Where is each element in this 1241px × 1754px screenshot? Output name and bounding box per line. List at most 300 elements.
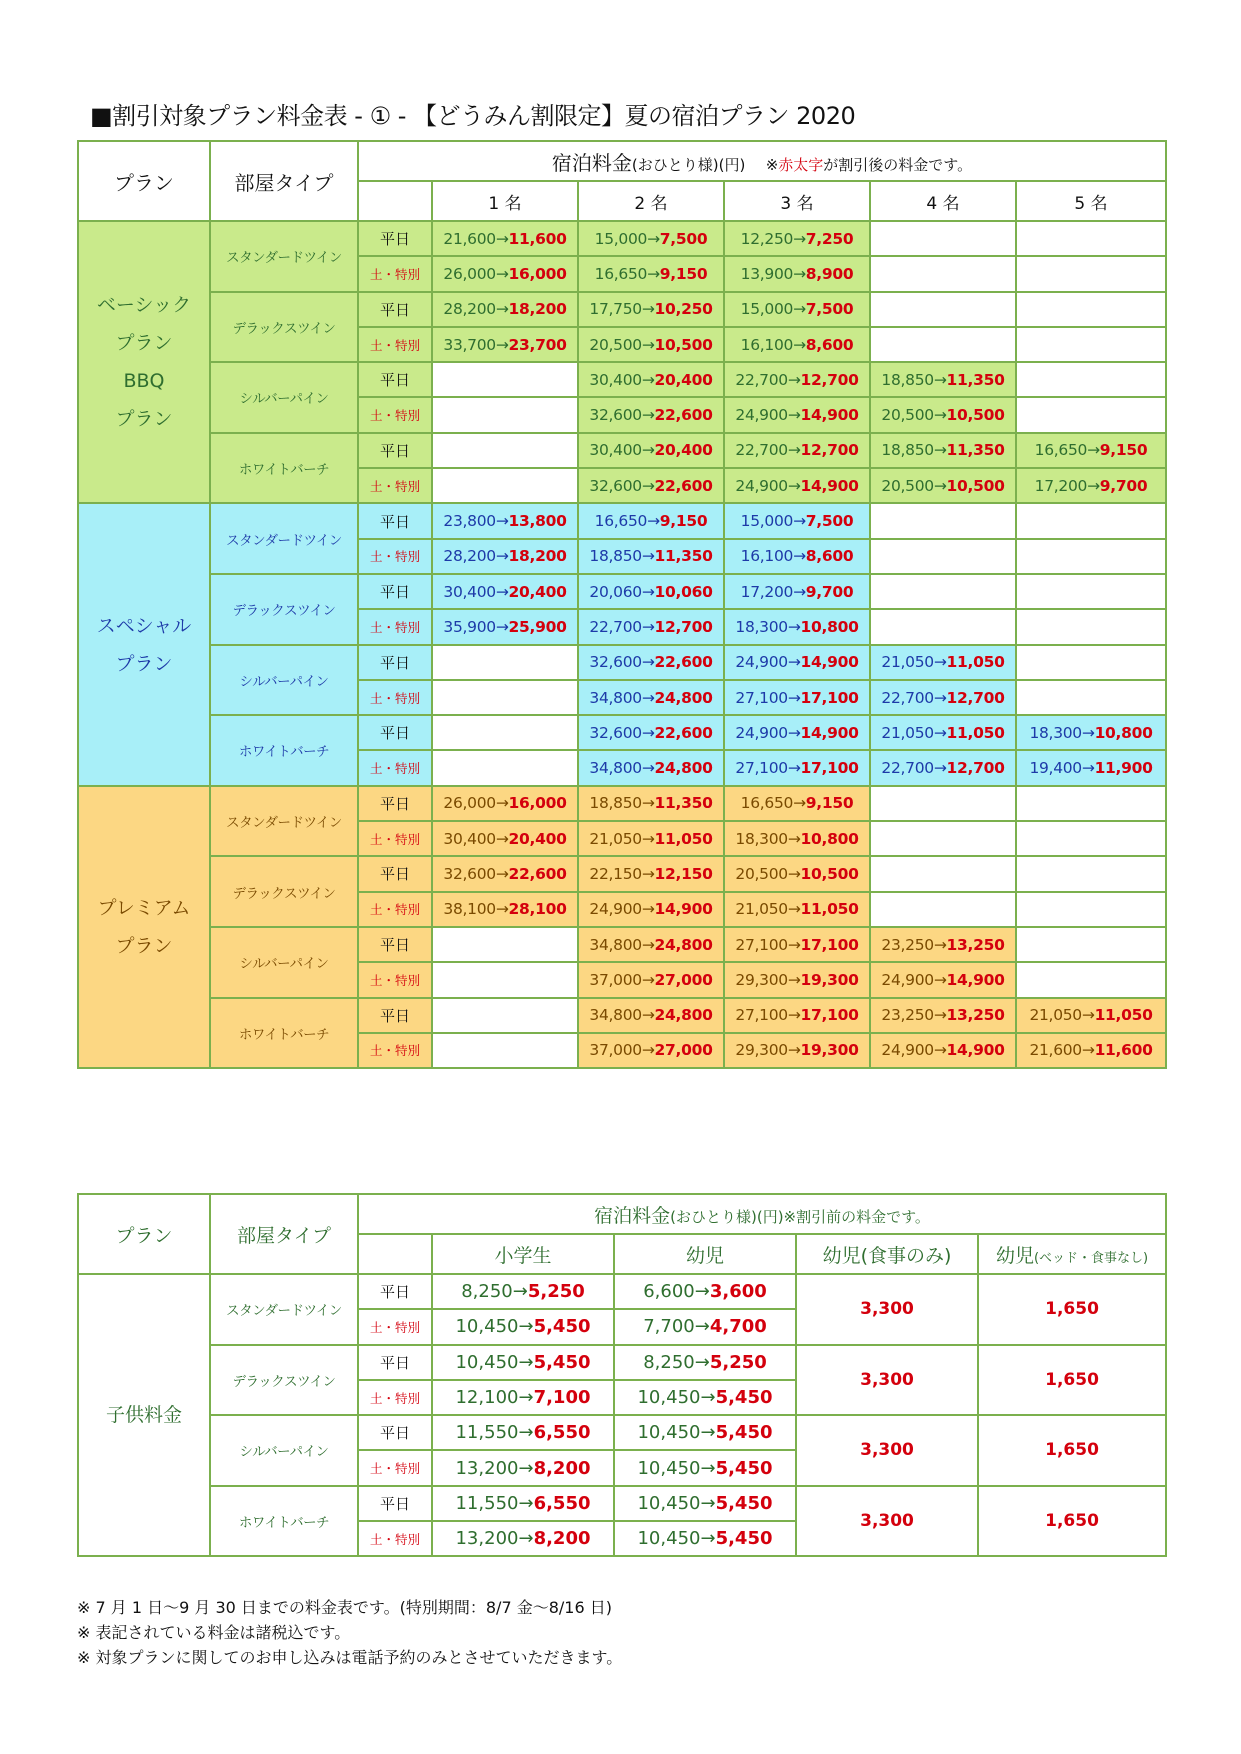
original-price: 12,100→ (455, 1387, 534, 1409)
discounted-price: 14,900 (800, 723, 859, 742)
rate-cell (1016, 539, 1166, 574)
child-rate-table (77, 1193, 1167, 1557)
weekday-label: 平日 (358, 786, 432, 821)
kids-col-no-bed (978, 1234, 1166, 1274)
original-price: 30,400→ (589, 370, 655, 389)
rate-cell (1016, 892, 1166, 927)
original-price: 33,700→ (443, 335, 509, 354)
original-price: 18,300→ (735, 829, 801, 848)
discounted-price: 13,800 (508, 512, 567, 531)
discounted-price: 10,800 (800, 617, 859, 636)
rate-cell (870, 821, 1016, 856)
rate-cell (724, 256, 870, 291)
rate-cell (724, 998, 870, 1033)
room-type-cell: デラックスツイン (210, 1345, 358, 1416)
discounted-price: 7,500 (805, 300, 854, 319)
weekend-label: 土・特別 (358, 680, 432, 715)
discounted-price: 9,150 (659, 512, 708, 531)
room-type-cell: デラックスツイン (210, 292, 358, 363)
discounted-price: 10,250 (654, 300, 713, 319)
discounted-price: 9,150 (805, 794, 854, 813)
discounted-price: 11,050 (654, 829, 713, 848)
rate-cell (724, 645, 870, 680)
original-price: 27,100→ (735, 935, 801, 954)
original-price: 10,450→ (455, 1316, 534, 1338)
kid-rate-cell (432, 1450, 614, 1485)
original-price: 17,750→ (589, 300, 655, 319)
room-type-cell: ホワイトバーチ (210, 433, 358, 504)
weekend-label: 土・特別 (358, 892, 432, 927)
persons-5: 5 名 (1016, 181, 1166, 221)
rate-cell (1016, 609, 1166, 644)
discounted-price: 24,800 (654, 1006, 713, 1025)
original-price: 13,200→ (455, 1457, 534, 1479)
original-price: 26,000→ (443, 264, 509, 283)
rate-cell (1016, 256, 1166, 291)
rate-cell (1016, 998, 1166, 1033)
kid-rate-cell (432, 1380, 614, 1415)
discounted-price: 25,900 (508, 617, 567, 636)
kid-rate-cell (614, 1450, 796, 1485)
discounted-price: 20,400 (508, 829, 567, 848)
rate-cell (578, 998, 724, 1033)
rate-cell (724, 468, 870, 503)
rate-cell (432, 1033, 578, 1068)
rate-cell (1016, 680, 1166, 715)
meal-only-price: 3,300 (796, 1486, 978, 1557)
original-price: 24,900→ (735, 723, 801, 742)
original-price: 34,800→ (589, 935, 655, 954)
kids-price-sub: (おひとり様)(円)※割引前の料金です。 (670, 1207, 930, 1226)
discounted-price: 5,450 (715, 1528, 773, 1550)
original-price: 32,600→ (589, 653, 655, 672)
rate-cell (870, 503, 1016, 538)
kids-price-label: 宿泊料金 (594, 1204, 671, 1227)
original-price: 21,050→ (881, 723, 947, 742)
kids-price-header (358, 1194, 1166, 1234)
weekday-label: 平日 (358, 221, 432, 256)
discounted-price: 23,700 (508, 335, 567, 354)
rate-cell (870, 680, 1016, 715)
discounted-price: 10,500 (654, 335, 713, 354)
rate-cell (432, 998, 578, 1033)
rate-cell (724, 786, 870, 821)
rate-cell (724, 292, 870, 327)
kids-col-elementary: 小学生 (432, 1234, 614, 1274)
discounted-price: 18,200 (508, 300, 567, 319)
rate-cell (870, 645, 1016, 680)
rate-cell (724, 750, 870, 785)
original-price: 21,600→ (1029, 1041, 1095, 1060)
original-price: 15,000→ (740, 512, 806, 531)
original-price: 19,400→ (1029, 759, 1095, 778)
original-price: 32,600→ (443, 864, 509, 883)
discounted-price: 22,600 (654, 653, 713, 672)
rate-cell (578, 539, 724, 574)
kid-rate-cell (614, 1415, 796, 1450)
rate-cell (432, 927, 578, 962)
original-price: 30,400→ (589, 441, 655, 460)
rate-cell (724, 892, 870, 927)
kids-blank-header-cell (358, 1234, 432, 1274)
discounted-price: 24,800 (654, 935, 713, 954)
discounted-price: 14,900 (800, 653, 859, 672)
plan-name-line: プラン (115, 408, 173, 431)
kid-rate-cell (432, 1274, 614, 1309)
price-header (358, 141, 1166, 181)
room-type-cell: スタンダードツイン (210, 221, 358, 292)
original-price: 12,250→ (740, 229, 806, 248)
weekday-label: 平日 (358, 292, 432, 327)
kids-room-type-header: 部屋タイプ (210, 1194, 358, 1274)
rate-cell (578, 362, 724, 397)
original-price: 22,700→ (881, 688, 947, 707)
discounted-price: 5,450 (715, 1422, 773, 1444)
rate-cell (870, 786, 1016, 821)
plan-name-line: プレミアム (97, 896, 191, 919)
kids-col-infant: 幼児 (614, 1234, 796, 1274)
discounted-price: 12,700 (654, 617, 713, 636)
kid-rate-cell (614, 1380, 796, 1415)
footnote: ※ 表記されている料金は諸税込です。 (77, 1623, 351, 1642)
original-price: 28,200→ (443, 547, 509, 566)
discounted-price: 5,450 (715, 1492, 773, 1514)
price-label: 宿泊料金 (551, 150, 632, 175)
discounted-price: 12,700 (800, 441, 859, 460)
room-type-header: 部屋タイプ (210, 141, 358, 221)
discounted-price: 11,900 (1094, 759, 1153, 778)
original-price: 13,200→ (455, 1528, 534, 1550)
rate-cell (870, 892, 1016, 927)
rate-cell (870, 221, 1016, 256)
discounted-price: 14,900 (654, 900, 713, 919)
original-price: 8,250→ (643, 1351, 710, 1373)
discounted-price: 11,350 (654, 547, 713, 566)
original-price: 29,300→ (735, 970, 801, 989)
discounted-price: 7,500 (659, 229, 708, 248)
discounted-price: 20,400 (654, 370, 713, 389)
rate-cell (1016, 327, 1166, 362)
rate-cell (578, 221, 724, 256)
weekend-label: 土・特別 (358, 468, 432, 503)
discounted-price: 9,700 (1099, 476, 1148, 495)
rate-cell (1016, 962, 1166, 997)
rate-cell (870, 256, 1016, 291)
rate-cell (578, 962, 724, 997)
original-price: 24,900→ (735, 653, 801, 672)
rate-cell (1016, 1033, 1166, 1068)
discounted-price: 11,350 (654, 794, 713, 813)
weekend-label: 土・特別 (358, 397, 432, 432)
rate-cell (870, 327, 1016, 362)
original-price: 32,600→ (589, 406, 655, 425)
rate-cell (578, 256, 724, 291)
plan-name-cell (78, 786, 210, 1068)
room-type-cell: デラックスツイン (210, 574, 358, 645)
original-price: 37,000→ (589, 1041, 655, 1060)
original-price: 29,300→ (735, 1041, 801, 1060)
original-price: 32,600→ (589, 476, 655, 495)
original-price: 24,900→ (881, 1041, 947, 1060)
rate-cell (1016, 715, 1166, 750)
meal-only-price: 3,300 (796, 1274, 978, 1345)
original-price: 22,700→ (881, 759, 947, 778)
kid-rate-cell (614, 1309, 796, 1344)
kid-rate-cell (432, 1309, 614, 1344)
room-type-cell: ホワイトバーチ (210, 1486, 358, 1557)
discounted-price: 18,200 (508, 547, 567, 566)
weekday-label: 平日 (358, 715, 432, 750)
original-price: 27,100→ (735, 759, 801, 778)
original-price: 22,150→ (589, 864, 655, 883)
original-price: 23,250→ (881, 1006, 947, 1025)
weekend-label: 土・特別 (358, 1309, 432, 1344)
plan-name-line: プラン (115, 332, 173, 355)
original-price: 15,000→ (594, 229, 660, 248)
original-price: 21,050→ (1029, 1006, 1095, 1025)
no-bed-price: 1,650 (978, 1415, 1166, 1486)
rate-cell (432, 292, 578, 327)
discounted-price: 6,550 (533, 1492, 591, 1514)
discounted-price: 7,100 (533, 1387, 591, 1409)
discounted-price: 11,600 (508, 229, 567, 248)
rate-cell (1016, 927, 1166, 962)
rate-cell (1016, 821, 1166, 856)
discounted-price: 17,100 (800, 688, 859, 707)
original-price: 24,900→ (589, 900, 655, 919)
footnotes (77, 1595, 622, 1670)
discounted-price: 24,800 (654, 688, 713, 707)
original-price: 18,850→ (589, 547, 655, 566)
discounted-price: 14,900 (800, 406, 859, 425)
weekday-label: 平日 (358, 645, 432, 680)
rate-cell (870, 1033, 1016, 1068)
rate-cell (578, 468, 724, 503)
original-price: 24,900→ (735, 406, 801, 425)
original-price: 10,450→ (455, 1351, 534, 1373)
rate-cell (724, 680, 870, 715)
rate-cell (432, 856, 578, 891)
rate-cell (1016, 397, 1166, 432)
rate-cell (578, 645, 724, 680)
rate-cell (432, 750, 578, 785)
rate-cell (432, 397, 578, 432)
original-price: 27,100→ (735, 688, 801, 707)
original-price: 16,650→ (594, 264, 660, 283)
discounted-price: 24,800 (654, 759, 713, 778)
original-price: 30,400→ (443, 582, 509, 601)
rate-cell (724, 856, 870, 891)
meal-only-price: 3,300 (796, 1345, 978, 1416)
original-price: 10,450→ (637, 1387, 716, 1409)
rate-cell (870, 468, 1016, 503)
original-price: 13,900→ (740, 264, 806, 283)
weekend-label: 土・特別 (358, 962, 432, 997)
no-bed-price: 1,650 (978, 1486, 1166, 1557)
weekday-label: 平日 (358, 1274, 432, 1309)
discounted-price: 14,900 (946, 970, 1005, 989)
no-bed-price: 1,650 (978, 1274, 1166, 1345)
rate-cell (724, 821, 870, 856)
discounted-price: 11,050 (946, 723, 1005, 742)
rate-cell (1016, 574, 1166, 609)
rate-cell (578, 786, 724, 821)
discounted-price: 10,500 (946, 476, 1005, 495)
rate-cell (1016, 503, 1166, 538)
footnote: ※ 7 月 1 日～9 月 30 日までの料金表です。(特別期間：8/7 金～8/16 日) (77, 1598, 612, 1617)
original-price: 10,450→ (637, 1528, 716, 1550)
discounted-price: 11,600 (1094, 1041, 1153, 1060)
footnote: ※ 対象プランに関してのお申し込みは電話予約のみとさせていただきます。 (77, 1648, 623, 1667)
original-price: 20,500→ (735, 864, 801, 883)
discounted-price: 27,000 (654, 970, 713, 989)
discounted-price: 19,300 (800, 1041, 859, 1060)
rate-cell (1016, 221, 1166, 256)
original-price: 21,050→ (589, 829, 655, 848)
discounted-price: 28,100 (508, 900, 567, 919)
original-price: 21,050→ (881, 653, 947, 672)
room-type-cell: デラックスツイン (210, 856, 358, 927)
price-sub: (おひとり様)(円) (631, 155, 746, 174)
discounted-price: 5,450 (533, 1316, 591, 1338)
kid-rate-cell (432, 1345, 614, 1380)
original-price: 22,700→ (735, 441, 801, 460)
rate-cell (578, 609, 724, 644)
rate-cell (1016, 362, 1166, 397)
kid-rate-cell (614, 1274, 796, 1309)
kids-col4-main: 幼児 (995, 1244, 1034, 1267)
rate-cell (432, 680, 578, 715)
original-price: 18,300→ (1029, 723, 1095, 742)
weekday-label: 平日 (358, 1345, 432, 1380)
rate-cell (870, 715, 1016, 750)
rate-cell (1016, 856, 1166, 891)
weekday-label: 平日 (358, 362, 432, 397)
room-type-cell: シルバーパイン (210, 927, 358, 998)
discounted-price: 5,450 (533, 1351, 591, 1373)
original-price: 23,800→ (443, 512, 509, 531)
rate-cell (578, 574, 724, 609)
rate-cell (578, 680, 724, 715)
discounted-price: 10,800 (800, 829, 859, 848)
original-price: 17,200→ (740, 582, 806, 601)
rate-cell (724, 962, 870, 997)
page-title: ■割引対象プラン料金表 - ① - 【どうみん割限定】夏の宿泊プラン 2020 (90, 102, 856, 130)
discounted-price: 11,350 (946, 441, 1005, 460)
discounted-price: 3,600 (709, 1281, 767, 1303)
original-price: 16,650→ (594, 512, 660, 531)
original-price: 18,300→ (735, 617, 801, 636)
discounted-price: 6,550 (533, 1422, 591, 1444)
discounted-price: 12,700 (946, 759, 1005, 778)
plan-name-line: スペシャル (96, 614, 192, 637)
rate-cell (578, 397, 724, 432)
note-post: が割引後の料金です。 (823, 155, 973, 174)
rate-cell (578, 750, 724, 785)
kids-plan-name: 子供料金 (78, 1274, 210, 1556)
original-price: 24,900→ (881, 970, 947, 989)
persons-4: 4 名 (870, 181, 1016, 221)
rate-cell (432, 821, 578, 856)
plan-name-line: プラン (115, 934, 173, 957)
discounted-price: 13,250 (946, 935, 1005, 954)
kid-rate-cell (614, 1486, 796, 1521)
rate-cell (432, 221, 578, 256)
discounted-price: 12,150 (654, 864, 713, 883)
discounted-price: 10,500 (800, 864, 859, 883)
discounted-price: 9,150 (1099, 441, 1148, 460)
original-price: 34,800→ (589, 759, 655, 778)
discounted-price: 9,700 (805, 582, 854, 601)
original-price: 27,100→ (735, 1006, 801, 1025)
room-type-cell: スタンダードツイン (210, 786, 358, 857)
rate-cell (870, 856, 1016, 891)
weekend-label: 土・特別 (358, 609, 432, 644)
weekday-label: 平日 (358, 1486, 432, 1521)
meal-only-price: 3,300 (796, 1415, 978, 1486)
discounted-price: 16,000 (508, 794, 567, 813)
kid-rate-cell (432, 1486, 614, 1521)
original-price: 21,050→ (735, 900, 801, 919)
rate-cell (870, 609, 1016, 644)
rate-cell (724, 574, 870, 609)
discounted-price: 22,600 (654, 406, 713, 425)
discounted-price: 11,050 (1094, 1006, 1153, 1025)
original-price: 11,550→ (455, 1422, 534, 1444)
discounted-price: 5,450 (715, 1387, 773, 1409)
weekend-label: 土・特別 (358, 327, 432, 362)
discounted-price: 17,100 (800, 935, 859, 954)
discounted-price: 17,100 (800, 1006, 859, 1025)
note-red: 赤太字 (778, 155, 824, 174)
original-price: 32,600→ (589, 723, 655, 742)
rate-cell (724, 327, 870, 362)
rate-cell (578, 503, 724, 538)
original-price: 22,700→ (735, 370, 801, 389)
rate-cell (432, 645, 578, 680)
rate-cell (432, 892, 578, 927)
discounted-price: 8,600 (805, 335, 854, 354)
rate-cell (724, 609, 870, 644)
rate-cell (432, 962, 578, 997)
discounted-price: 14,900 (800, 476, 859, 495)
original-price: 20,500→ (589, 335, 655, 354)
original-price: 38,100→ (443, 900, 509, 919)
original-price: 16,650→ (740, 794, 806, 813)
rate-cell (432, 609, 578, 644)
kids-plan-header: プラン (78, 1194, 210, 1274)
discounted-price: 11,050 (946, 653, 1005, 672)
discounted-price: 22,600 (654, 723, 713, 742)
original-price: 17,200→ (1034, 476, 1100, 495)
rate-cell (432, 786, 578, 821)
weekend-label: 土・特別 (358, 750, 432, 785)
note-pre: ※ (765, 155, 779, 174)
weekday-label: 平日 (358, 433, 432, 468)
discounted-price: 14,900 (946, 1041, 1005, 1060)
persons-1: 1 名 (432, 181, 578, 221)
weekday-label: 平日 (358, 927, 432, 962)
rate-cell (578, 927, 724, 962)
rate-cell (578, 292, 724, 327)
discounted-price: 22,600 (508, 864, 567, 883)
original-price: 20,060→ (589, 582, 655, 601)
room-type-cell: シルバーパイン (210, 362, 358, 433)
weekend-label: 土・特別 (358, 821, 432, 856)
rate-cell (578, 327, 724, 362)
rate-cell (724, 433, 870, 468)
rate-cell (432, 327, 578, 362)
